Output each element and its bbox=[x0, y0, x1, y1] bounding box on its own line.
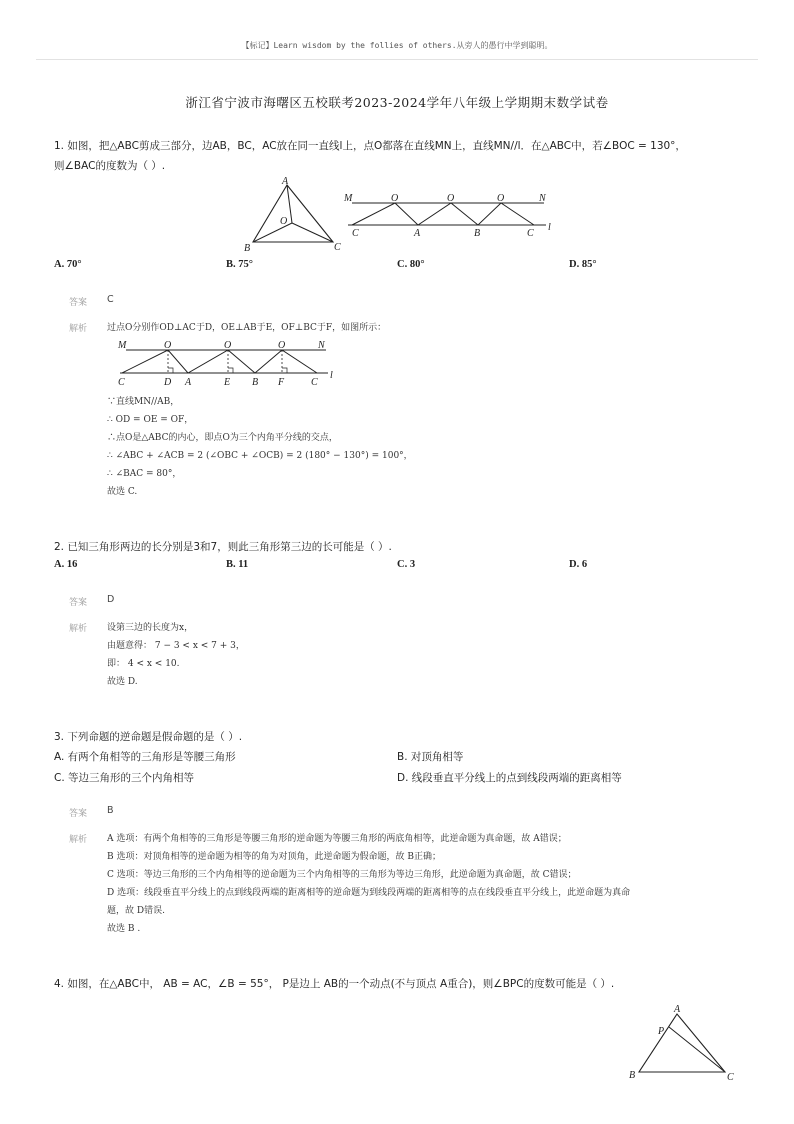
q3-answer-value: B bbox=[107, 805, 114, 816]
q1-option-c[interactable]: C. 80° bbox=[397, 259, 425, 270]
q1-sol-label-f: F bbox=[278, 377, 285, 388]
q1-strip-label-n: N bbox=[539, 193, 546, 204]
q4-triangle-abc bbox=[639, 1014, 725, 1072]
q1-strip-label-m: M bbox=[344, 193, 353, 204]
q1-sol-label-l: l bbox=[330, 370, 333, 381]
q1-stem-line2: 则∠BAC的度数为（ ）. bbox=[54, 160, 166, 172]
q1-solution-intro: 过点O分别作OD⊥AC于D，OE⊥AB于E，OF⊥BC于F，如图所示： bbox=[107, 323, 387, 333]
q1-strip-label-o2: O bbox=[447, 193, 455, 204]
q1-sol-label-o2: O bbox=[224, 340, 232, 351]
q1-zigzag bbox=[352, 203, 534, 225]
q4-figure-triangle bbox=[624, 1000, 744, 1088]
q2-option-d[interactable]: D. 6 bbox=[569, 559, 588, 570]
q3-answer-label: 答案 bbox=[69, 809, 88, 819]
q3-step-4: D 选项：线段垂直平分线上的点到线段两端的距离相等的逆命题为到线段两端的距离相等的点在线段垂直平分线上，此逆命题为真命 bbox=[107, 888, 631, 898]
q1-sol-label-e: E bbox=[224, 377, 231, 388]
q1-strip-label-c1: C bbox=[352, 228, 359, 239]
header-note: 【标记】Learn wisdom by the follies of others.从旁人的愚行中学到聪明。 bbox=[241, 41, 553, 50]
q1-solution-figure bbox=[112, 337, 342, 389]
q3-step-2: B 选项：对顶角相等的逆命题为相等的角为对顶角，此逆命题为假命题，故 B正确； bbox=[107, 852, 441, 862]
q1-strip-label-b: B bbox=[474, 228, 481, 239]
q1-sol-label-b: B bbox=[252, 377, 259, 388]
q1-step-2: ∴ OD = OE = OF， bbox=[107, 415, 194, 425]
q3-option-a[interactable]: A. 有两个角相等的三角形是等腰三角形 bbox=[54, 751, 236, 763]
q1-step-5: ∴ ∠BAC = 80°， bbox=[107, 469, 182, 479]
q1-sol-right-angle-e bbox=[228, 368, 233, 373]
q1-strip-label-o3: O bbox=[497, 193, 505, 204]
q1-option-d[interactable]: D. 85° bbox=[569, 259, 597, 270]
q4-stem: 4. 如图，在△ABC中， AB = AC，∠B = 55°， P是边上 AB的一个动点(不与顶点 A重合)，则∠BPC的度数可能是（ ）. bbox=[54, 978, 615, 990]
q3-stem: 3. 下列命题的逆命题是假命题的是（ ）. bbox=[54, 731, 243, 743]
q2-step-3: 即： 4 < x < 10. bbox=[107, 659, 180, 669]
q1-segment-co bbox=[292, 223, 333, 242]
q1-option-b[interactable]: B. 75° bbox=[226, 259, 253, 270]
q1-answer-label: 答案 bbox=[69, 298, 88, 308]
q1-option-a[interactable]: A. 70° bbox=[54, 259, 82, 270]
q1-sol-right-angle-d bbox=[168, 368, 173, 373]
q2-analysis-label: 解析 bbox=[69, 624, 88, 634]
exam-title: 浙江省宁波市海曙区五校联考2023-2024学年八年级上学期期末数学试卷 bbox=[185, 95, 609, 110]
q1-sol-label-n: N bbox=[318, 340, 325, 351]
q1-sol-label-o3: O bbox=[278, 340, 286, 351]
q1-triangle-abc bbox=[253, 185, 333, 242]
q4-label-b: B bbox=[629, 1070, 636, 1081]
q2-step-2: 由题意得： 7 − 3 < x < 7 + 3， bbox=[107, 641, 245, 651]
q2-step-1: 设第三边的长度为x， bbox=[107, 623, 194, 633]
q1-strip-label-o1: O bbox=[391, 193, 399, 204]
q1-strip-label-l: l bbox=[548, 222, 551, 233]
q2-option-b[interactable]: B. 11 bbox=[226, 559, 249, 570]
q1-stem-line1: 1. 如图，把△ABC剪成三部分，边AB，BC，AC放在同一直线l上，点O都落在直线MN上，直线MN//l．在△ABC中，若∠BOC = 130°， bbox=[54, 140, 686, 152]
q1-strip-label-a: A bbox=[414, 228, 421, 239]
q1-step-3: ∴点O是△ABC的内心，即点O为三个内角平分线的交点， bbox=[107, 433, 338, 443]
q1-sol-label-c2: C bbox=[311, 377, 318, 388]
q1-sol-label-a: A bbox=[185, 377, 192, 388]
q1-figure-strip bbox=[338, 190, 560, 240]
q1-step-1: ∵直线MN//AB， bbox=[107, 397, 180, 407]
q1-step-4: ∴ ∠ABC + ∠ACB = 2 (∠OBC + ∠OCB) = 2 (180° − 130°) = 100°， bbox=[107, 451, 413, 461]
q1-sol-label-d: D bbox=[164, 377, 172, 388]
q2-stem: 2. 已知三角形两边的长分别是3和7，则此三角形第三边的长可能是（ ）. bbox=[54, 541, 392, 553]
q1-strip-label-c2: C bbox=[527, 228, 534, 239]
q1-sol-label-o1: O bbox=[164, 340, 172, 351]
q2-step-4: 故选 D. bbox=[107, 677, 138, 687]
q3-step-6: 故选 B . bbox=[107, 924, 141, 934]
q3-option-d[interactable]: D. 线段垂直平分线上的点到线段两端的距离相等 bbox=[397, 772, 622, 784]
q1-sol-label-c1: C bbox=[118, 377, 125, 388]
q1-label-b: B bbox=[244, 243, 251, 254]
q1-label-a: A bbox=[282, 176, 289, 187]
q1-label-c: C bbox=[334, 242, 341, 253]
q1-figure-triangle bbox=[240, 176, 350, 254]
q4-label-c: C bbox=[727, 1072, 734, 1083]
q3-analysis-label: 解析 bbox=[69, 835, 88, 845]
q2-answer-label: 答案 bbox=[69, 598, 88, 608]
q3-step-5: 题，故 D错误. bbox=[107, 906, 165, 916]
q3-option-b[interactable]: B. 对顶角相等 bbox=[397, 751, 464, 763]
q1-step-6: 故选 C. bbox=[107, 487, 138, 497]
q1-analysis-label: 解析 bbox=[69, 324, 88, 334]
q4-label-a: A bbox=[674, 1004, 681, 1015]
q3-option-c[interactable]: C. 等边三角形的三个内角相等 bbox=[54, 772, 195, 784]
q2-answer-value: D bbox=[107, 594, 115, 605]
q2-option-c[interactable]: C. 3 bbox=[397, 559, 416, 570]
q2-option-a[interactable]: A. 16 bbox=[54, 559, 78, 570]
q1-sol-right-angle-f bbox=[282, 368, 287, 373]
header-divider bbox=[36, 59, 758, 60]
q3-step-3: C 选项：等边三角形的三个内角相等的逆命题为三个内角相等的三角形为等边三角形，此逆命题为真命题，故 C错误； bbox=[107, 870, 577, 880]
q1-sol-zigzag bbox=[122, 350, 317, 373]
q4-label-p: P bbox=[658, 1026, 665, 1037]
q1-label-o: O bbox=[280, 216, 288, 227]
q3-step-1: A 选项：有两个角相等的三角形是等腰三角形的逆命题为等腰三角形的两底角相等，此逆命题为真命题，故 A错误； bbox=[107, 834, 567, 844]
q1-sol-label-m: M bbox=[118, 340, 127, 351]
q1-answer-value: C bbox=[107, 294, 114, 305]
q4-segment-pc bbox=[669, 1027, 725, 1072]
